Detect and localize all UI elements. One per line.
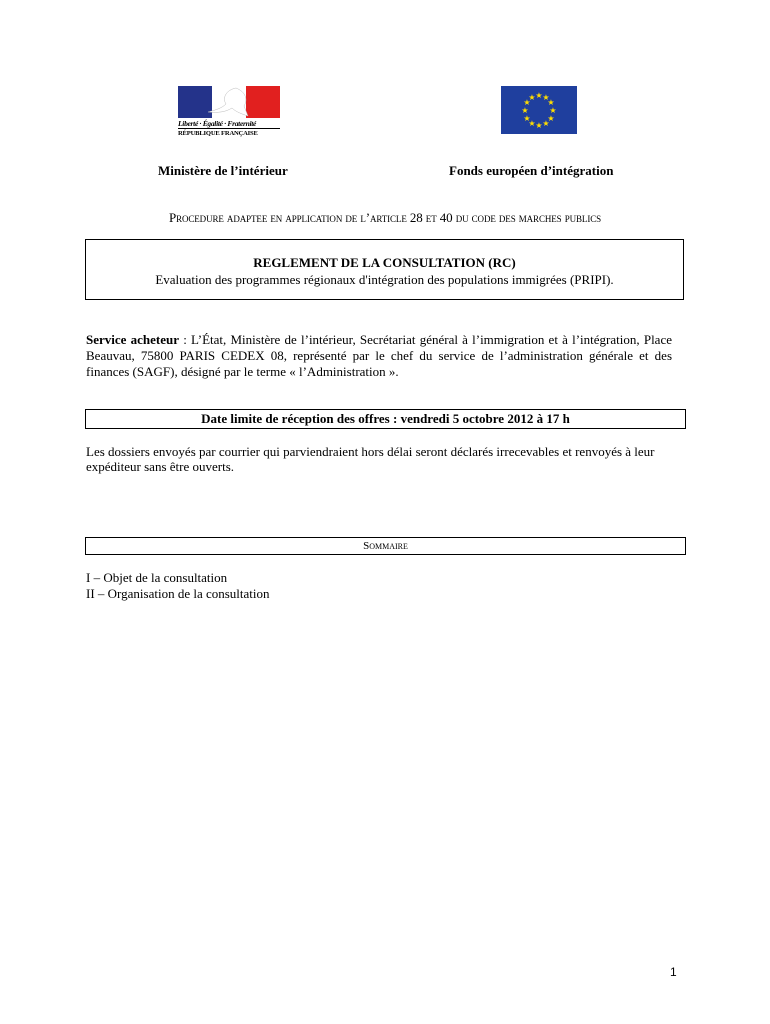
service-lead: Service acheteur (86, 332, 179, 347)
marianne-logo (178, 86, 280, 138)
svg-text:★: ★ (542, 93, 550, 102)
service-text: : L’État, Ministère de l’intérieur, Secrétariat général à l’immigration et à l’intégration, Place Beauvau, 75800 PARIS CEDEX 08, représenté par le chef du service de l’administration générale et des finances (SAGF), désigné par le terme « l’Administration ». (86, 332, 672, 379)
eu-stars-icon (501, 86, 577, 134)
republic-name: RÉPUBLIQUE FRANÇAISE (178, 128, 280, 137)
svg-text:★: ★ (528, 119, 536, 128)
ministry-heading: Ministère de l’intérieur (158, 163, 288, 178)
table-of-contents (86, 570, 270, 602)
svg-text:★: ★ (549, 106, 557, 115)
sommaire-title: Sommaire (363, 540, 408, 552)
eu-flag-icon (501, 86, 577, 134)
svg-text:★: ★ (521, 106, 529, 115)
rc-subtitle: Evaluation des programmes régionaux d'intégration des populations immigrées (PRIPI). (155, 272, 614, 287)
deadline-box (85, 409, 686, 429)
toc-item[interactable]: II – Organisation de la consultation (86, 586, 270, 601)
service-acheteur-paragraph (86, 332, 672, 380)
svg-text:★: ★ (547, 114, 555, 123)
french-flag-icon (178, 86, 280, 118)
fund-heading: Fonds européen d’intégration (449, 163, 614, 178)
toc-item[interactable]: I – Objet de la consultation (86, 570, 228, 585)
svg-text:★: ★ (528, 93, 536, 102)
procedure-text: Procedure adaptee en application de l’article 28 et 40 du code des marches publics (168, 210, 602, 225)
sommaire-box (85, 537, 686, 555)
svg-text:★: ★ (535, 121, 543, 130)
svg-text:★: ★ (535, 91, 543, 100)
page-number: 1 (670, 965, 677, 979)
republic-motto: Liberté · Égalité · Fraternité (178, 119, 257, 128)
procedure-line (0, 210, 770, 226)
dossiers-paragraph: Les dossiers envoyés par courrier qui parviendraient hors délai seront déclarés irrecevables et renvoyés à leur expéditeur sans être ouverts. (86, 444, 655, 474)
svg-text:★: ★ (523, 98, 531, 107)
rc-title-box (85, 239, 684, 300)
svg-text:★: ★ (547, 98, 555, 107)
deadline-text: Date limite de réception des offres : vendredi 5 octobre 2012 à 17 h (201, 411, 570, 426)
rc-title: REGLEMENT DE LA CONSULTATION (RC) (253, 255, 516, 270)
marianne-profile-icon (178, 86, 280, 118)
svg-text:★: ★ (523, 114, 531, 123)
svg-text:★: ★ (542, 119, 550, 128)
